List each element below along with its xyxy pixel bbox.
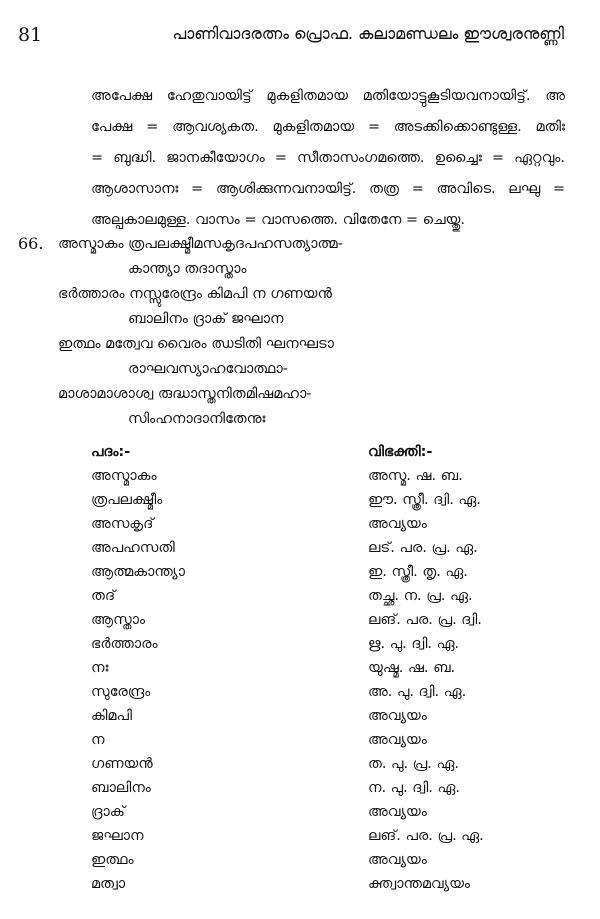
paragraph-line: = ബുദ്ധി. ജാനകീയോഗം = സീതാസംഗമത്തെ. ഉച്ചൈഃ = ഏറ്റവും. — [91, 150, 565, 166]
pada-cell: കിമപി — [91, 708, 133, 724]
paragraph-line: പേക്ഷ = ആവശ്യകത. മുകളിതമായ = അടക്കിക്കൊണ്ടുള്ള. മതിഃ — [91, 119, 565, 135]
vibhakti-cell: ത. പു. പ്ര. ഏ. — [368, 756, 459, 772]
vibhakti-cell: അവ്യയം — [368, 804, 427, 820]
commentary-paragraph — [91, 81, 565, 236]
verse-number: 66. — [18, 234, 44, 253]
verse-line: ഇത്ഥം മത്വേവ വൈരം ഝടിതി ഘനഘടാ — [58, 336, 334, 352]
vibhakti-cell: യുഷ്മ. ഷ. ബ. — [368, 660, 456, 676]
verse-block — [0, 230, 600, 427]
pada-cell: അസകൃദ് — [91, 516, 154, 532]
page-header — [0, 0, 600, 50]
pada-cell: ത്രപലക്ഷ്മീം — [91, 492, 163, 508]
running-title: പാണിവാദരത്നം പ്രൊഫ. കലാമണ്ഡലം ഈശ്വരനുണ്ണി — [172, 24, 564, 43]
vibhakti-cell: അവ്യയം — [368, 852, 427, 868]
verse-line: സിംഹനാദാനിതേനുഃ — [128, 411, 266, 427]
paragraph-line: ആശാസാനഃ = ആശിക്കുന്നവനായിട്ട്. തത്ര = അവിടെ. ലഘു = — [91, 181, 565, 197]
verse-line: മാശാമാശാശ്വ രുദ്ധാസ്തനിതമിഷമഹാ- — [58, 386, 312, 402]
pada-cell: നഃ — [91, 660, 109, 676]
pada-cell: ദ്രാക് — [91, 804, 125, 820]
vibhakti-cell: അവ്യയം — [368, 708, 427, 724]
verse-line: ഭർത്താരം നസ്സുരേന്ദ്രം കിമപി ന ഗണയൻ — [58, 286, 332, 302]
vibhakti-cell: ലട്. പര. പ്ര. ഏ. — [368, 540, 478, 556]
vibhakti-cell: തച്ഛ. ന. പ്ര. ഏ. — [368, 588, 473, 604]
pada-cell: ബാലിനം — [91, 780, 151, 796]
vibhakti-cell: ന. പു. ദ്വി. ഏ. — [368, 780, 460, 796]
table-row — [0, 870, 600, 898]
paragraph-line: അപേക്ഷ ഹേതുവായിട്ട് മുകളിതമായ മതിയോട്ടുകൂടിയവനായിട്ട്. അ — [91, 88, 565, 104]
vibhakti-heading: വിഭക്തി:- — [368, 444, 433, 460]
pada-cell: അസ്മാകം — [91, 468, 157, 484]
vibhakti-cell: അസ്മ. ഷ. ബ. — [368, 468, 463, 484]
pada-cell: ജഘാന — [91, 828, 144, 844]
vibhakti-cell: ഈ. സ്ത്രീ. ദ്വി. ഏ. — [368, 492, 481, 508]
vibhakti-cell: ഋ. പു. ദ്വി. ഏ. — [368, 636, 460, 652]
pada-heading: പദം:- — [91, 444, 131, 460]
vibhakti-cell: ക്ത്വാന്തമവ്യയം — [368, 876, 471, 892]
vibhakti-cell: അവ്യയം — [368, 732, 427, 748]
verse-line: കാന്ത്യാ തദാസ്താം — [128, 261, 247, 277]
vibhakti-cell: അ. പു. ദ്വി. ഏ. — [368, 684, 467, 700]
pada-cell: ആസ്താം — [91, 612, 146, 628]
pada-cell: സുരേന്ദ്രം — [91, 684, 151, 700]
pada-cell: ഭർത്താരം — [91, 636, 158, 652]
vibhakti-cell: ലങ്. പര. പ്ര. ദ്വി. — [368, 612, 482, 628]
vibhakti-cell: ലങ്. പര. പ്ര. ഏ. — [368, 828, 484, 844]
paragraph-line: അല്പകാലമുള്ള. വാസം = വാസത്തെ. വിതേനേ = ചെയ്തു. — [91, 212, 465, 228]
pada-cell: ന — [91, 732, 105, 748]
page-number: 81 — [18, 24, 43, 46]
pada-cell: ആത്മകാന്ത്യാ — [91, 564, 185, 580]
pada-cell: ഇത്ഥം — [91, 852, 134, 868]
pada-cell: തദ് — [91, 588, 116, 604]
verse-line: രാഘവസ്യാഹവോത്ഥാ- — [128, 361, 288, 377]
pada-cell: ഗണയൻ — [91, 756, 153, 772]
verse-line: ബാലിനം ദ്രാക് ജഘാന — [128, 311, 284, 327]
pada-cell: അപഹസതി — [91, 540, 175, 556]
pada-cell: മത്വാ — [91, 876, 126, 892]
vibhakti-cell: അവ്യയം — [368, 516, 427, 532]
vibhakti-cell: ഇ. സ്ത്രീ. തൃ. ഏ. — [368, 564, 468, 580]
verse-line: അസ്മാകം ത്രപലക്ഷ്മീമസകൃദപഹസത്യാത്മ- — [58, 236, 343, 252]
